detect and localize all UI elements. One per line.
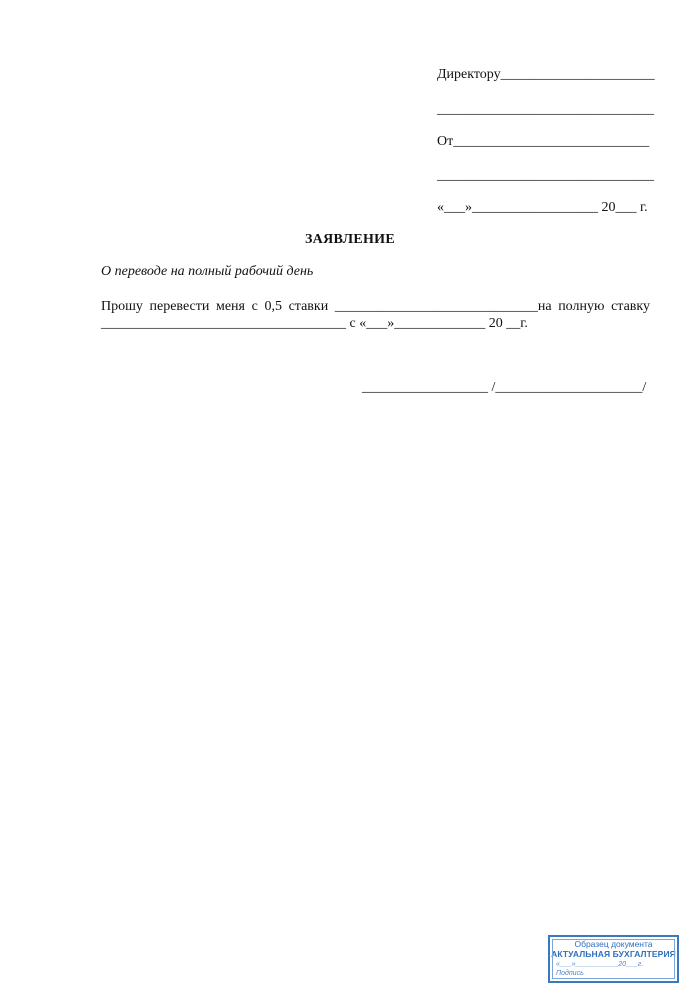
stamp-brand: АКТУАЛЬНАЯ БУХГАЛТЕРИЯ [551,949,676,959]
header-date-line: «___»__________________ 20___ г. [437,200,648,215]
addressee-director-line: Директору______________________ [437,67,655,82]
addressee-director-blank-line: _______________________________ [437,102,654,117]
signature-line: __________________ /_____________________/ [362,380,647,395]
document-title: ЗАЯВЛЕНИЕ [304,232,395,247]
sender-from-blank-line: _______________________________ [437,168,654,183]
stamp-inner-border [552,939,675,979]
stamp-caption: Образец документа [574,939,653,949]
body-word: полную [558,299,605,314]
body-word: ставки [288,299,329,314]
body-word: 0,5 [264,299,282,314]
sender-from-line: От____________________________ [437,134,650,149]
stamp-signature-label: Подпись [556,970,584,977]
body-word: меня [215,299,245,314]
body-word: перевести [149,299,210,314]
stamp-date: «___»___________20___г. [556,961,644,968]
sample-document-stamp [548,935,679,983]
document-subject: О переводе на полный рабочий день [101,264,314,279]
body-word: Прошу [101,299,143,314]
body-word: с [251,299,258,314]
request-body [101,298,650,332]
request-body-line-1 [101,298,650,315]
body-word: ставку [611,299,650,314]
request-body-line-2: ___________________________________ с «___»_____________ 20 __г. [101,316,528,331]
body-word: _____________________________на [334,299,552,314]
